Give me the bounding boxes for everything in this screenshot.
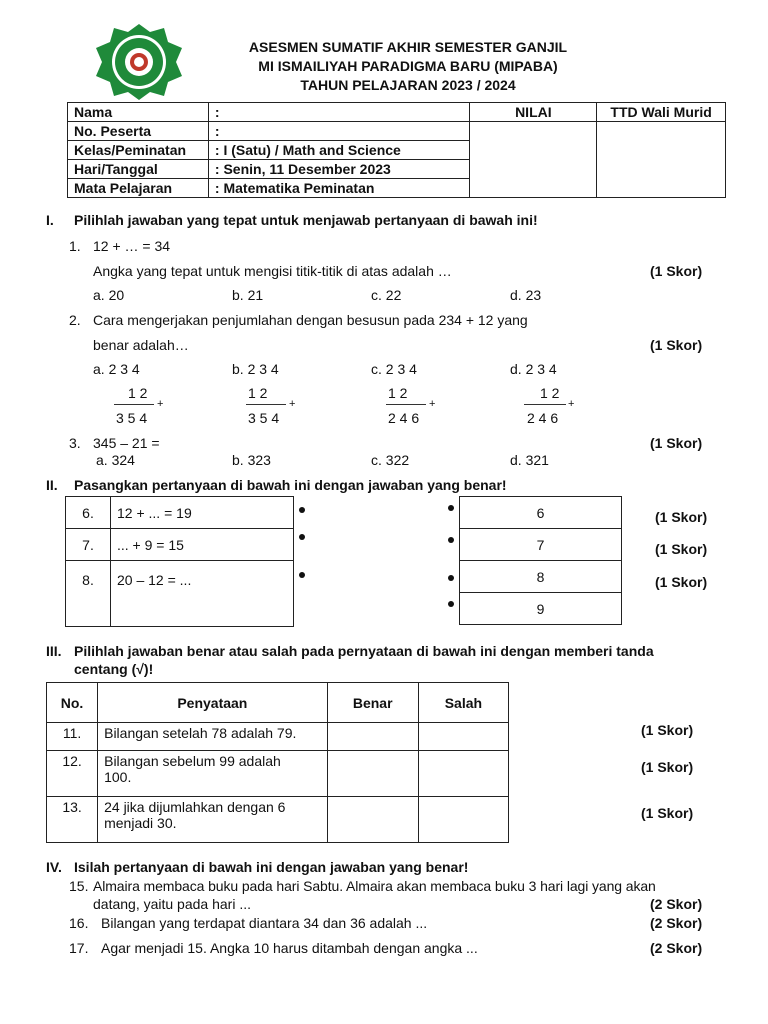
col-header: No. bbox=[47, 683, 98, 723]
match-dot[interactable] bbox=[299, 534, 305, 540]
match-dot[interactable] bbox=[448, 601, 454, 607]
statement-line: Bilangan setelah 78 adalah 79. bbox=[104, 725, 297, 741]
benar-cell[interactable] bbox=[327, 797, 418, 843]
option-d: d. 321 bbox=[510, 452, 549, 468]
sum-result: 2 4 6 bbox=[527, 410, 559, 426]
nilai-box[interactable] bbox=[470, 122, 597, 198]
identity-value: : bbox=[208, 122, 470, 141]
section-number: I. bbox=[46, 212, 54, 228]
addend: 1 2 bbox=[388, 385, 408, 401]
score-label: (1 Skor) bbox=[655, 509, 708, 525]
statement-line: menjadi 30. bbox=[104, 815, 177, 831]
option-c: c. 22 bbox=[371, 287, 402, 303]
score-label: (2 Skor) bbox=[650, 896, 703, 912]
matching-answer: 9 bbox=[460, 593, 622, 625]
identity-label: Kelas/Peminatan bbox=[68, 141, 209, 160]
addend: 1 2 bbox=[540, 385, 560, 401]
option-a: a. 324 bbox=[96, 452, 135, 468]
table-row bbox=[47, 797, 509, 843]
sum-result: 3 5 4 bbox=[248, 410, 280, 426]
matching-questions-table bbox=[65, 496, 294, 627]
ttd-header: TTD Wali Murid bbox=[597, 103, 726, 122]
question-text: Agar menjadi 15. Angka 10 harus ditambah dengan angka ... bbox=[101, 940, 478, 956]
match-dot[interactable] bbox=[299, 572, 305, 578]
row-number: 11. bbox=[47, 723, 98, 751]
score-label: (1 Skor) bbox=[650, 337, 703, 353]
row-number: 12. bbox=[47, 751, 98, 797]
question-text: 12 + … = 34 bbox=[93, 238, 171, 254]
identity-label: Hari/Tanggal bbox=[68, 160, 209, 179]
match-dot[interactable] bbox=[448, 575, 454, 581]
statement bbox=[98, 751, 327, 797]
matching-answer: 6 bbox=[460, 497, 622, 529]
question-text: 345 – 21 = bbox=[93, 435, 160, 451]
header-line3: TAHUN PELAJARAN 2023 / 2024 bbox=[300, 77, 516, 93]
statement bbox=[98, 797, 327, 843]
true-false-table bbox=[46, 682, 509, 843]
option-c: c. 322 bbox=[371, 452, 410, 468]
sum-line bbox=[114, 404, 154, 405]
option-d: d. 2 3 4 bbox=[510, 361, 557, 377]
score-label: (2 Skor) bbox=[650, 940, 703, 956]
header-line2: MI ISMAILIYAH PARADIGMA BARU (MIPABA) bbox=[258, 58, 558, 74]
addend: 1 2 bbox=[248, 385, 268, 401]
plus-sign: + bbox=[568, 398, 575, 410]
plus-sign: + bbox=[289, 398, 296, 410]
score-label: (2 Skor) bbox=[650, 915, 703, 931]
score-label: (1 Skor) bbox=[641, 805, 694, 821]
section-number: IV. bbox=[46, 859, 62, 875]
question-number: 3. bbox=[69, 435, 81, 451]
col-header: Penyataan bbox=[98, 683, 327, 723]
matching-question: ... + 9 = 15 bbox=[111, 529, 294, 561]
section-number: III. bbox=[46, 643, 62, 659]
question-number: 16. bbox=[69, 915, 89, 931]
matching-question: 12 + ... = 19 bbox=[111, 497, 294, 529]
option-a: a. 2 3 4 bbox=[93, 361, 140, 377]
question-number: 1. bbox=[69, 238, 81, 254]
plus-sign: + bbox=[157, 398, 164, 410]
identity-label: No. Peserta bbox=[68, 122, 209, 141]
option-c: c. 2 3 4 bbox=[371, 361, 417, 377]
identity-value: : Senin, 11 Desember 2023 bbox=[208, 160, 470, 179]
question-text: datang, yaitu pada hari ... bbox=[93, 896, 251, 912]
sum-line bbox=[386, 404, 426, 405]
school-logo bbox=[92, 22, 186, 102]
question-number: 2. bbox=[69, 312, 81, 328]
question-text: Angka yang tepat untuk mengisi titik-titik di atas adalah … bbox=[93, 263, 452, 279]
benar-cell[interactable] bbox=[327, 723, 418, 751]
col-header: Benar bbox=[327, 683, 418, 723]
matching-answer: 7 bbox=[460, 529, 622, 561]
identity-label: Nama bbox=[68, 103, 209, 122]
option-b: b. 2 3 4 bbox=[232, 361, 279, 377]
section-title: Pasangkan pertanyaan di bawah ini dengan jawaban yang benar! bbox=[74, 477, 507, 493]
identity-value: : bbox=[208, 103, 470, 122]
statement bbox=[98, 723, 327, 751]
col-header: Salah bbox=[418, 683, 508, 723]
identity-value: : Matematika Peminatan bbox=[208, 179, 470, 198]
sum-line bbox=[524, 404, 566, 405]
matching-answer: 8 bbox=[460, 561, 622, 593]
section-title-line2: centang (√)! bbox=[74, 661, 154, 677]
matching-answers-table bbox=[459, 496, 622, 625]
section-title: Isilah pertanyaan di bawah ini dengan jawaban yang benar! bbox=[74, 859, 469, 875]
match-dot[interactable] bbox=[448, 505, 454, 511]
section-title: Pilihlah jawaban yang tepat untuk menjawab pertanyaan di bawah ini! bbox=[74, 212, 538, 228]
score-label: (1 Skor) bbox=[655, 574, 708, 590]
benar-cell[interactable] bbox=[327, 751, 418, 797]
question-number: 15. bbox=[69, 878, 89, 894]
table-row bbox=[47, 751, 509, 797]
score-label: (1 Skor) bbox=[655, 541, 708, 557]
score-label: (1 Skor) bbox=[650, 263, 703, 279]
plus-sign: + bbox=[429, 398, 436, 410]
question-text: Cara mengerjakan penjumlahan dengan besusun pada 234 + 12 yang bbox=[93, 312, 528, 328]
question-number: 17. bbox=[69, 940, 89, 956]
option-d: d. 23 bbox=[510, 287, 542, 303]
ttd-box[interactable] bbox=[597, 122, 726, 198]
salah-cell[interactable] bbox=[418, 751, 508, 797]
match-dot[interactable] bbox=[448, 537, 454, 543]
option-b: b. 21 bbox=[232, 287, 264, 303]
statement-line: Bilangan sebelum 99 adalah bbox=[104, 753, 281, 769]
sum-result: 3 5 4 bbox=[116, 410, 148, 426]
question-text: Bilangan yang terdapat diantara 34 dan 36 adalah ... bbox=[101, 915, 428, 931]
statement-line: 100. bbox=[104, 769, 132, 785]
table-row bbox=[47, 723, 509, 751]
row-number: 6. bbox=[66, 497, 111, 529]
nilai-header: NILAI bbox=[470, 103, 597, 122]
addend: 1 2 bbox=[128, 385, 148, 401]
score-label: (1 Skor) bbox=[641, 722, 694, 738]
section-title: Pilihlah jawaban benar atau salah pada pernyataan di bawah ini dengan memberi tanda bbox=[74, 643, 654, 659]
match-dot[interactable] bbox=[299, 507, 305, 513]
row-number: 13. bbox=[47, 797, 98, 843]
sum-line bbox=[246, 404, 286, 405]
question-text: Almaira membaca buku pada hari Sabtu. Almaira akan membaca buku 3 hari lagi yang akan bbox=[93, 878, 656, 894]
identity-label: Mata Pelajaran bbox=[68, 179, 209, 198]
score-label: (1 Skor) bbox=[641, 759, 694, 775]
section-number: II. bbox=[46, 477, 58, 493]
option-b: b. 323 bbox=[232, 452, 271, 468]
row-number: 7. bbox=[66, 529, 111, 561]
statement-line: 24 jika dijumlahkan dengan 6 bbox=[104, 799, 286, 815]
question-text: benar adalah… bbox=[93, 337, 189, 353]
identity-value: : I (Satu) / Math and Science bbox=[208, 141, 470, 160]
option-a: a. 20 bbox=[93, 287, 125, 303]
salah-cell[interactable] bbox=[418, 797, 508, 843]
row-number: 8. bbox=[66, 561, 111, 627]
sum-result: 2 4 6 bbox=[388, 410, 420, 426]
identity-table bbox=[67, 102, 726, 198]
header-line1: ASESMEN SUMATIF AKHIR SEMESTER GANJIL bbox=[248, 39, 568, 55]
score-label: (1 Skor) bbox=[650, 435, 703, 451]
matching-question: 20 – 12 = ... bbox=[111, 561, 294, 627]
salah-cell[interactable] bbox=[418, 723, 508, 751]
